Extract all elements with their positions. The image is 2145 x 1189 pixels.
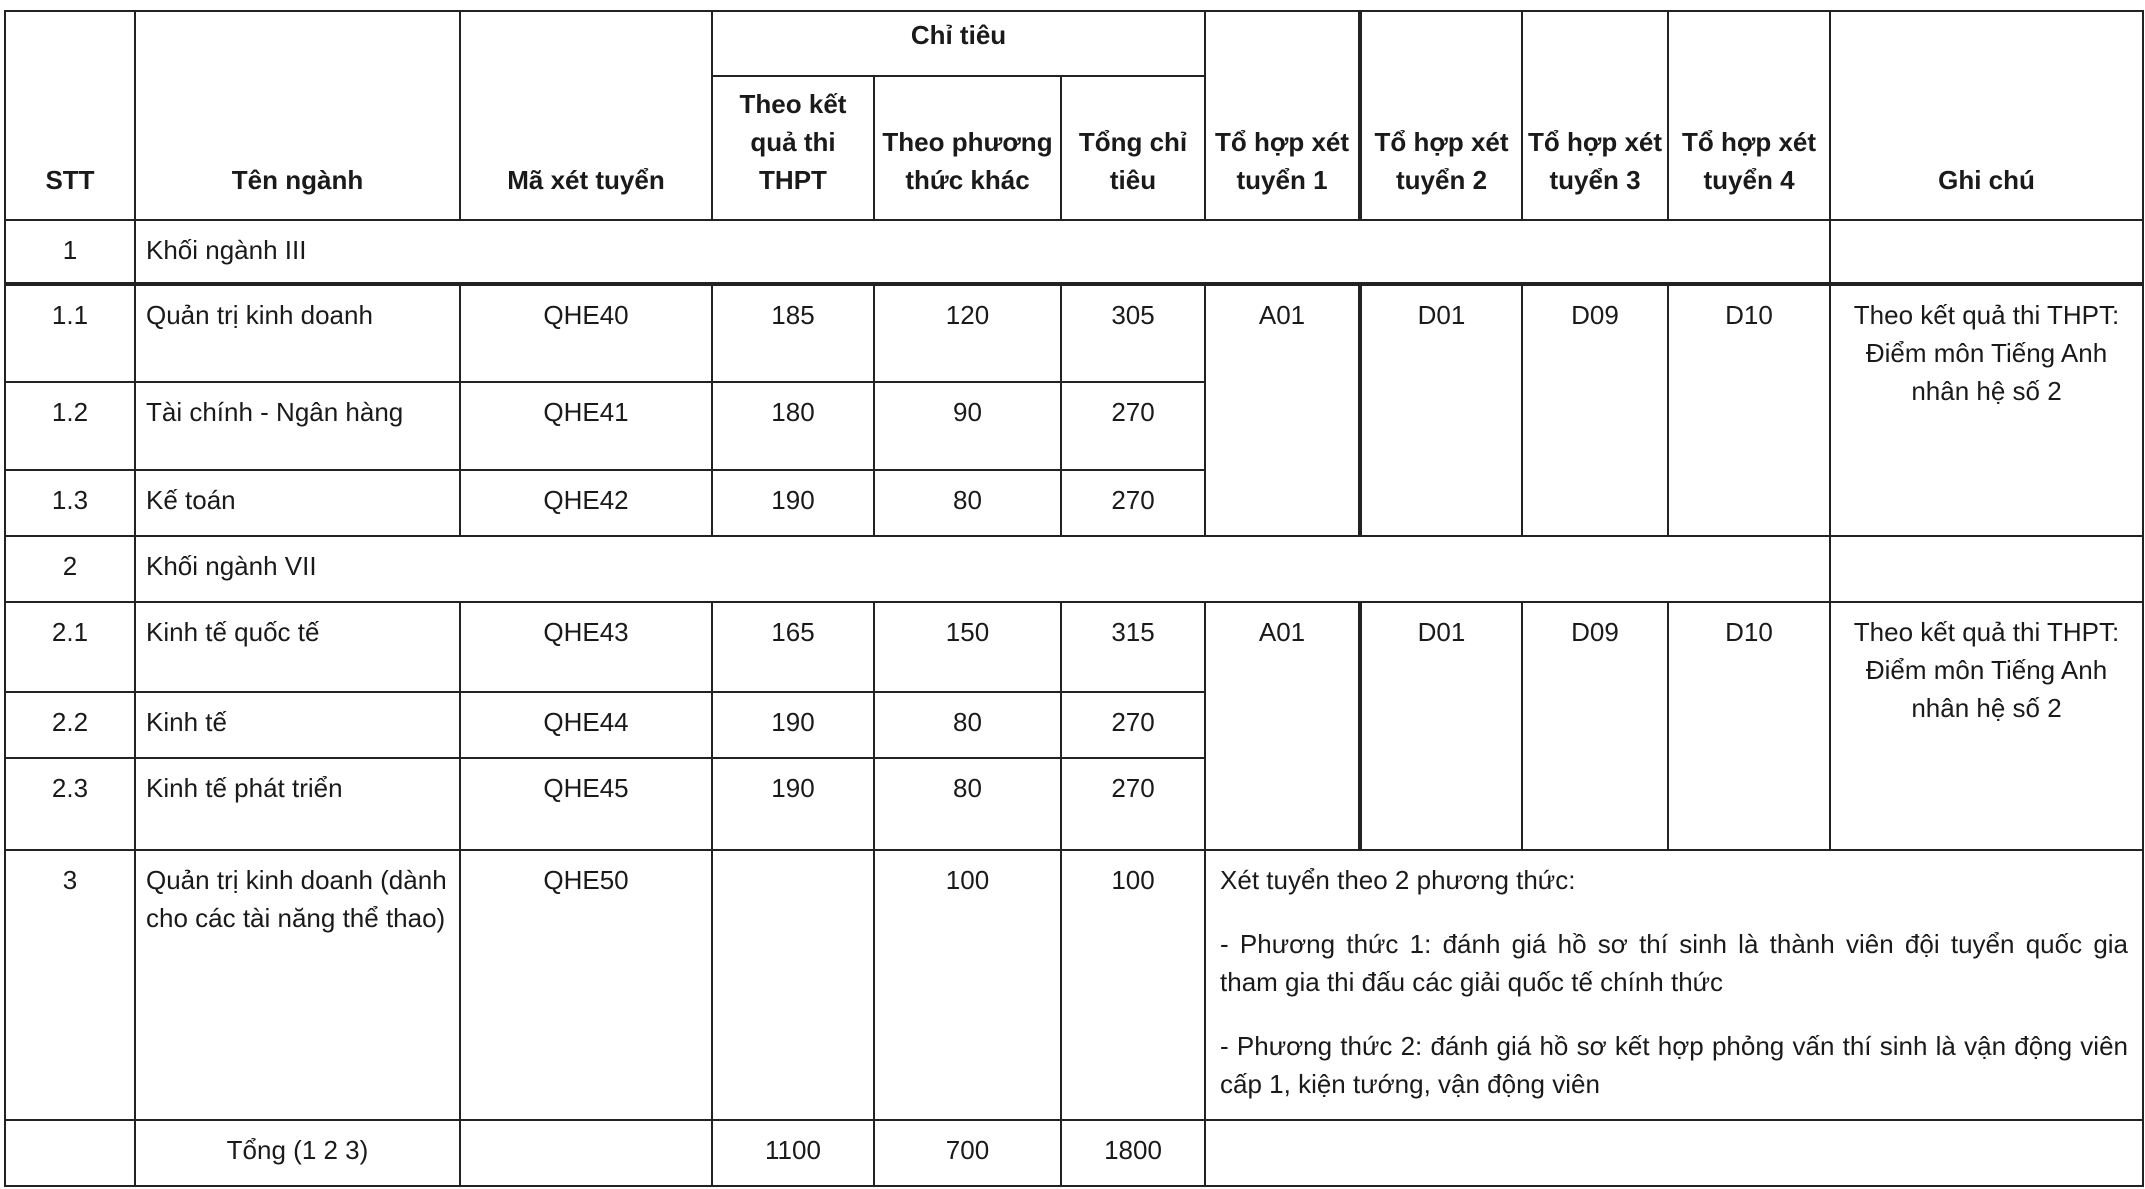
group-row — [5, 536, 2143, 602]
total-code-empty — [460, 1120, 712, 1186]
row-name: Tài chính - Ngân hàng — [135, 382, 460, 470]
row-khac: 80 — [874, 758, 1061, 850]
total-tong: 1800 — [1061, 1120, 1205, 1186]
note-method-1: - Phương thức 1: đánh giá hồ sơ thí sinh là thành viên đội tuyển quốc gia tham gia thi đấu các giải quốc tế chính thức — [1220, 929, 2129, 997]
total-stt-empty — [5, 1120, 135, 1186]
row-thpt: 190 — [712, 758, 874, 850]
group-name: Khối ngành III — [135, 220, 1830, 284]
row-code: QHE40 — [460, 284, 712, 382]
row-stt: 1.1 — [5, 284, 135, 382]
row-code: QHE43 — [460, 602, 712, 692]
to-hop-2: D01 — [1360, 284, 1522, 536]
row-name: Kinh tế phát triển — [135, 758, 460, 850]
total-label: Tổng (1 2 3) — [135, 1120, 460, 1186]
to-hop-1: A01 — [1205, 602, 1360, 850]
row-code: QHE44 — [460, 692, 712, 758]
row-stt: 2.3 — [5, 758, 135, 850]
header-theo-khac: Theo phương thức khác — [874, 76, 1061, 220]
row-thpt: 185 — [712, 284, 874, 382]
group-stt: 1 — [5, 220, 135, 284]
header-ten-nganh: Tên ngành — [135, 11, 460, 220]
row-tong: 270 — [1061, 692, 1205, 758]
row-tong: 305 — [1061, 284, 1205, 382]
note-title: Xét tuyển theo 2 phương thức: — [1220, 865, 1576, 895]
header-to-hop-1: Tổ hợp xét tuyển 1 — [1205, 11, 1360, 220]
header-ma-xet-tuyen: Mã xét tuyển — [460, 11, 712, 220]
header-theo-thpt: Theo kết quả thi THPT — [712, 76, 874, 220]
row-stt: 3 — [5, 850, 135, 1120]
header-stt: STT — [5, 11, 135, 220]
row-thpt: 180 — [712, 382, 874, 470]
row-stt: 1.3 — [5, 470, 135, 536]
row-code: QHE41 — [460, 382, 712, 470]
row-thpt: 190 — [712, 470, 874, 536]
ghi-chu: Theo kết quả thi THPT: Điểm môn Tiếng Anh nhân hệ số 2 — [1830, 602, 2143, 850]
row-stt: 2.2 — [5, 692, 135, 758]
total-row — [5, 1120, 2143, 1186]
total-thpt: 1100 — [712, 1120, 874, 1186]
row-khac: 100 — [874, 850, 1061, 1120]
header-to-hop-2: Tổ hợp xét tuyển 2 — [1360, 11, 1522, 220]
to-hop-1: A01 — [1205, 284, 1360, 536]
header-to-hop-4: Tổ hợp xét tuyển 4 — [1668, 11, 1830, 220]
row-name: Kinh tế quốc tế — [135, 602, 460, 692]
to-hop-2: D01 — [1360, 602, 1522, 850]
row-tong: 100 — [1061, 850, 1205, 1120]
row-name: Kế toán — [135, 470, 460, 536]
note-method-2: - Phương thức 2: đánh giá hồ sơ kết hợp phỏng vấn thí sinh là vận động viên cấp 1, kiện tướng, vận động viên — [1220, 1031, 2129, 1099]
header-to-hop-3: Tổ hợp xét tuyển 3 — [1522, 11, 1668, 220]
row-tong: 315 — [1061, 602, 1205, 692]
header-tong-chi-tieu: Tổng chỉ tiêu — [1061, 76, 1205, 220]
row-thpt — [712, 850, 874, 1120]
row-name: Quản trị kinh doanh — [135, 284, 460, 382]
row-thpt: 165 — [712, 602, 874, 692]
group-stt: 2 — [5, 536, 135, 602]
row-tong: 270 — [1061, 470, 1205, 536]
row-tong: 270 — [1061, 382, 1205, 470]
row-khac: 80 — [874, 692, 1061, 758]
table-row — [5, 850, 2143, 1120]
row-tong: 270 — [1061, 758, 1205, 850]
table-row — [5, 602, 2143, 692]
row-code: QHE50 — [460, 850, 712, 1120]
table-row — [5, 284, 2143, 382]
to-hop-4: D10 — [1668, 284, 1830, 536]
total-khac: 700 — [874, 1120, 1061, 1186]
row3-note — [1205, 850, 2143, 1120]
row-thpt: 190 — [712, 692, 874, 758]
row-khac: 150 — [874, 602, 1061, 692]
row-stt: 1.2 — [5, 382, 135, 470]
total-note-empty — [1205, 1120, 2143, 1186]
to-hop-4: D10 — [1668, 602, 1830, 850]
row-khac: 90 — [874, 382, 1061, 470]
row-stt: 2.1 — [5, 602, 135, 692]
admission-quota-table — [4, 10, 2144, 1187]
group-row — [5, 220, 2143, 284]
row-khac: 80 — [874, 470, 1061, 536]
row-code: QHE45 — [460, 758, 712, 850]
group-note-empty — [1830, 536, 2143, 602]
row-name: Quản trị kinh doanh (dành cho các tài năng thể thao) — [135, 850, 460, 1120]
row-name: Kinh tế — [135, 692, 460, 758]
to-hop-3: D09 — [1522, 602, 1668, 850]
group-name: Khối ngành VII — [135, 536, 1830, 602]
row-khac: 120 — [874, 284, 1061, 382]
group-note-empty — [1830, 220, 2143, 284]
row-code: QHE42 — [460, 470, 712, 536]
header-ghi-chu: Ghi chú — [1830, 11, 2143, 220]
header-chi-tieu: Chỉ tiêu — [712, 11, 1205, 76]
to-hop-3: D09 — [1522, 284, 1668, 536]
ghi-chu: Theo kết quả thi THPT: Điểm môn Tiếng Anh nhân hệ số 2 — [1830, 284, 2143, 536]
